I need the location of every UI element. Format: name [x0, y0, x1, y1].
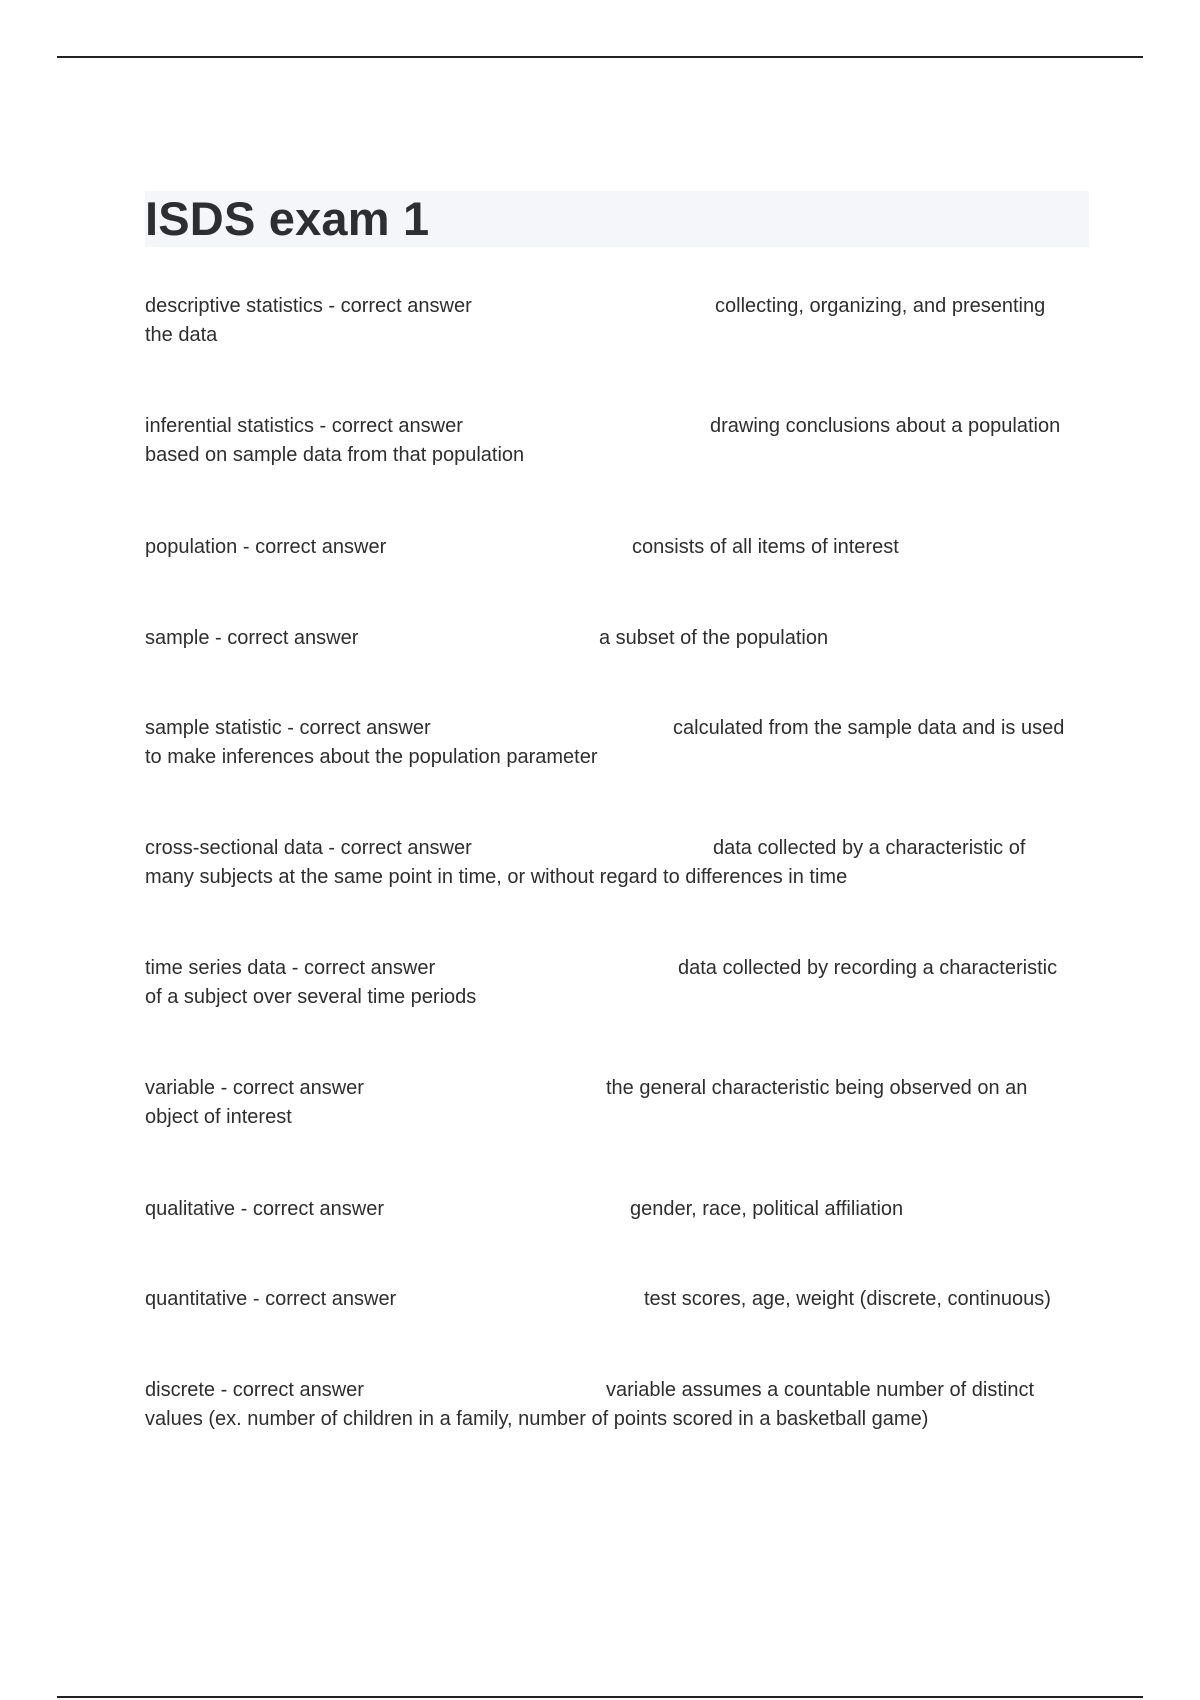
flashcard-entry-population — [145, 533, 1075, 562]
entry-term: descriptive statistics - correct answer — [145, 295, 472, 317]
flashcard-entry-discrete — [145, 1376, 1075, 1434]
top-rule — [57, 56, 1143, 58]
entry-term: qualitative - correct answer — [145, 1198, 384, 1220]
flashcard-entry-qualitative — [145, 1195, 1075, 1224]
entry-term: sample - correct answer — [145, 627, 359, 649]
entry-definition-rest: many subjects at the same point in time, or without regard to differences in time — [145, 866, 848, 888]
entry-term: population - correct answer — [145, 536, 387, 558]
entry-definition-lead: consists of all items of interest — [632, 536, 899, 558]
entry-definition-lead: calculated from the sample data and is used — [673, 717, 1065, 739]
entry-definition-lead: gender, race, political affiliation — [630, 1198, 904, 1220]
entry-definition-lead: data collected by a characteristic of — [713, 837, 1026, 859]
flashcard-entry-sample-statistic — [145, 714, 1075, 772]
entry-term: sample statistic - correct answer — [145, 717, 431, 739]
entry-definition-lead: a subset of the population — [599, 627, 829, 649]
entry-definition-lead: the general characteristic being observed on an — [606, 1077, 1028, 1099]
entry-definition-rest: based on sample data from that population — [145, 444, 525, 466]
entry-term: cross-sectional data - correct answer — [145, 837, 472, 859]
entry-term: discrete - correct answer — [145, 1379, 364, 1401]
entry-definition-rest: the data — [145, 324, 218, 346]
flashcard-entry-sample — [145, 624, 1075, 653]
flashcard-entry-time-series-data — [145, 954, 1075, 1012]
entry-definition-rest: of a subject over several time periods — [145, 986, 477, 1008]
entry-term: quantitative - correct answer — [145, 1288, 397, 1310]
flashcard-entry-quantitative — [145, 1285, 1075, 1314]
entry-definition-lead: collecting, organizing, and presenting — [715, 295, 1046, 317]
entry-definition-lead: data collected by recording a characteristic — [678, 957, 1058, 979]
entry-definition-rest: object of interest — [145, 1106, 292, 1128]
entry-definition-lead: drawing conclusions about a population — [710, 415, 1061, 437]
flashcard-entry-variable — [145, 1074, 1075, 1132]
entry-term: time series data - correct answer — [145, 957, 436, 979]
bottom-rule — [57, 1696, 1143, 1698]
entry-definition-rest: values (ex. number of children in a family, number of points scored in a basketball game) — [145, 1408, 929, 1430]
flashcard-entry-inferential-statistics — [145, 412, 1075, 470]
entry-definition-lead: variable assumes a countable number of distinct — [606, 1379, 1035, 1401]
flashcard-entry-descriptive-statistics — [145, 292, 1075, 350]
entry-term: variable - correct answer — [145, 1077, 364, 1099]
entry-definition-lead: test scores, age, weight (discrete, continuous) — [644, 1288, 1051, 1310]
document-title: ISDS exam 1 — [145, 192, 430, 245]
entry-definition-rest: to make inferences about the population parameter — [145, 746, 598, 768]
entry-term: inferential statistics - correct answer — [145, 415, 463, 437]
flashcard-entry-cross-sectional-data — [145, 834, 1075, 892]
